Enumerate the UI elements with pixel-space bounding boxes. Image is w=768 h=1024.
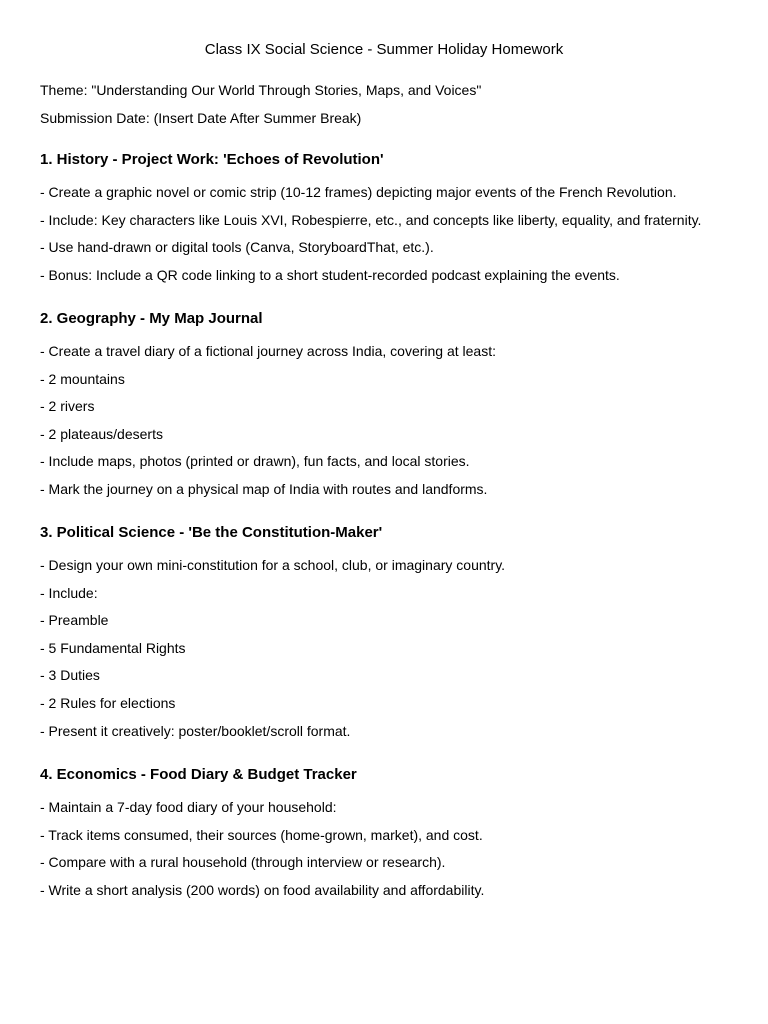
section-economics xyxy=(40,765,740,899)
section-items xyxy=(40,342,740,498)
list-item: - Present it creatively: poster/booklet/scroll format. xyxy=(40,722,351,739)
list-item: - Design your own mini-constitution for a school, club, or imaginary country. xyxy=(40,557,506,573)
theme-line: Theme: "Understanding Our World Through Stories, Maps, and Voices" xyxy=(40,82,482,98)
list-item: - Maintain a 7-day food diary of your household: xyxy=(40,799,337,815)
list-item: - 2 mountains xyxy=(40,370,125,387)
section-heading: 1. History - Project Work: 'Echoes of Revolution' xyxy=(40,151,384,168)
section-history xyxy=(40,150,740,284)
list-item: - Create a graphic novel or comic strip (10-12 frames) depicting major events of the French Revolution. xyxy=(40,184,677,200)
list-item: - Include maps, photos (printed or drawn), fun facts, and local stories. xyxy=(40,453,470,470)
list-item: - Mark the journey on a physical map of India with routes and landforms. xyxy=(40,480,488,497)
list-item: - Bonus: Include a QR code linking to a short student-recorded podcast explaining the events. xyxy=(40,266,620,283)
section-heading: 4. Economics - Food Diary & Budget Tracker xyxy=(40,766,357,783)
list-item: - 2 plateaus/deserts xyxy=(40,425,163,442)
list-item: - 2 rivers xyxy=(40,398,95,415)
list-item: - Compare with a rural household (through interview or research). xyxy=(40,854,446,871)
section-heading: 2. Geography - My Map Journal xyxy=(40,310,263,327)
section-political-science xyxy=(40,523,740,740)
submission-date-line: Submission Date: (Insert Date After Summer Break) xyxy=(40,110,362,126)
list-item: - Preamble xyxy=(40,612,109,629)
list-item: - Track items consumed, their sources (home-grown, market), and cost. xyxy=(40,826,483,843)
section-items xyxy=(40,798,740,899)
section-items xyxy=(40,556,740,740)
list-item: - 5 Fundamental Rights xyxy=(40,639,186,656)
list-item: - Create a travel diary of a fictional journey across India, covering at least: xyxy=(40,343,496,359)
section-items xyxy=(40,183,740,284)
list-item: - Use hand-drawn or digital tools (Canva, StoryboardThat, etc.). xyxy=(40,239,434,256)
list-item: - Include: xyxy=(40,584,98,601)
list-item: - 3 Duties xyxy=(40,667,100,684)
document-title: Class IX Social Science - Summer Holiday Homework xyxy=(204,41,564,58)
list-item: - 2 Rules for elections xyxy=(40,694,176,711)
list-item: - Include: Key characters like Louis XVI, Robespierre, etc., and concepts like liberty, equality, and fraternity. xyxy=(40,211,702,228)
section-heading: 3. Political Science - 'Be the Constitution-Maker' xyxy=(40,524,383,541)
section-geography xyxy=(40,309,740,498)
list-item: - Write a short analysis (200 words) on food availability and affordability. xyxy=(40,881,485,898)
